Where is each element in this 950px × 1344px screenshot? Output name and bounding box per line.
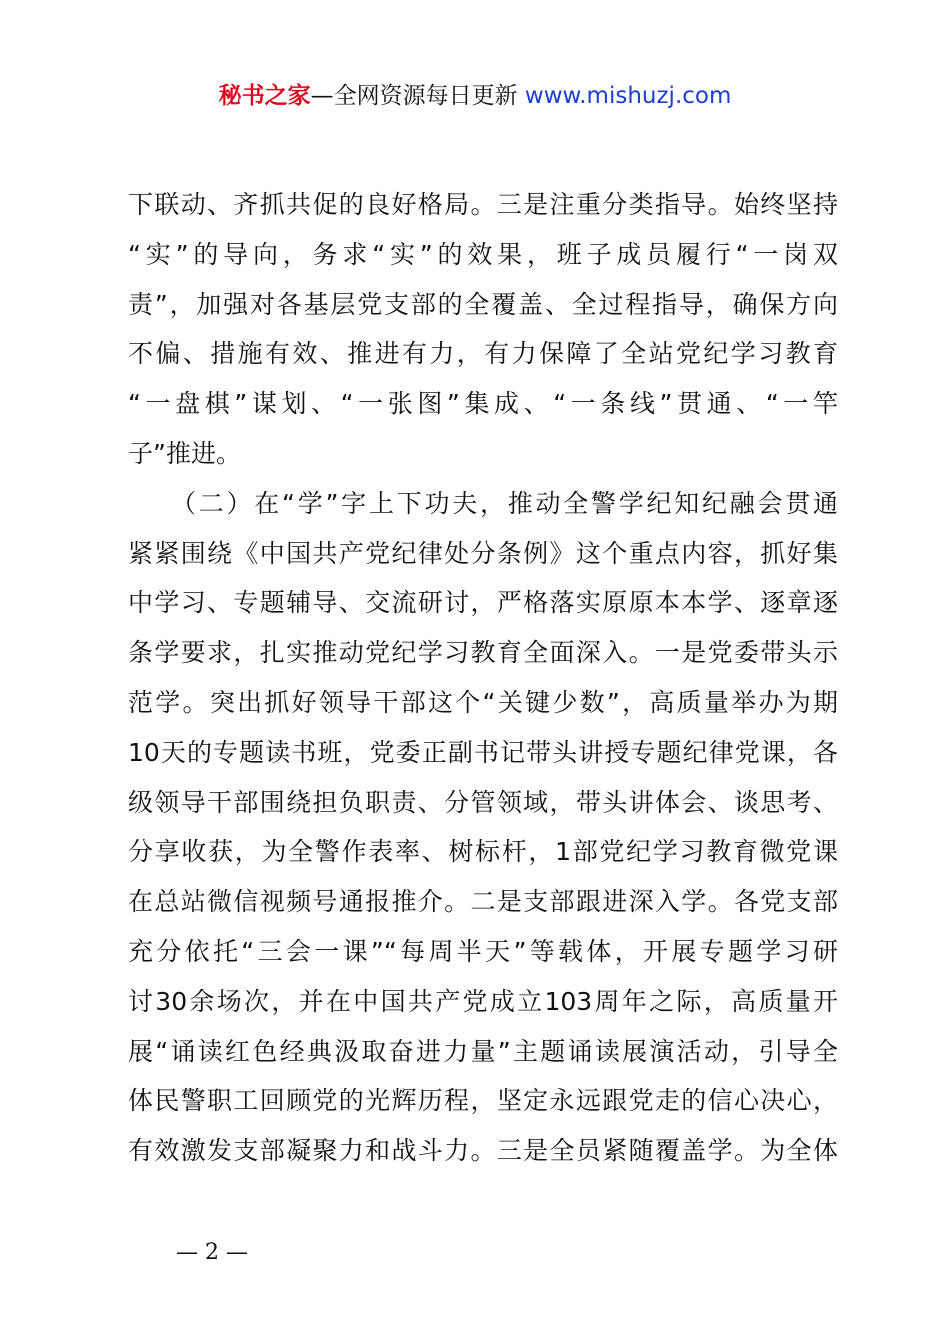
text-line: 讨30余场次，并在中国共产党成立103周年之际，高质量开	[128, 986, 838, 1016]
text-line: 紧紧围绕《中国共产党纪律处分条例》这个重点内容，抓好集	[128, 538, 838, 568]
section-heading: （二）在“学”字上下功夫，推动全警学纪知纪融会贯通	[128, 488, 838, 518]
page-number: — 2 —	[176, 1240, 248, 1265]
text-line: 10天的专题读书班，党委正副书记带头讲授专题纪律党课，各	[128, 737, 838, 767]
text-line: “实”的导向，务求“实”的效果，班子成员履行“一岗双	[128, 239, 838, 269]
site-header	[0, 80, 950, 112]
text-line: 级领导干部围绕担负职责、分管领域，带头讲体会、谈思考、	[128, 787, 838, 817]
text-line: 分享收获，为全警作表率、树标杆，1部党纪学习教育微党课	[128, 837, 838, 867]
text-line: “一盘棋”谋划、“一张图”集成、“一条线”贯通、“一竿	[128, 389, 838, 419]
text-line: 下联动、齐抓共促的良好格局。三是注重分类指导。始终坚持	[128, 190, 838, 219]
header-tagline: —全网资源每日更新	[310, 83, 525, 109]
text-line: 条学要求，扎实推动党纪学习教育全面深入。一是党委带头示	[128, 638, 838, 668]
document-body	[128, 180, 838, 1176]
text-line: 体民警职工回顾党的光辉历程，坚定永远跟党走的信心决心，	[128, 1086, 838, 1116]
text-line: 责”，加强对各基层党支部的全覆盖、全过程指导，确保方向	[128, 289, 838, 319]
text-line: 在总站微信视频号通报推介。二是支部跟进深入学。各党支部	[128, 887, 838, 917]
text-line: 有效激发支部凝聚力和战斗力。三是全员紧随覆盖学。为全体	[128, 1136, 838, 1166]
text-line: 中学习、专题辅导、交流研讨，严格落实原原本本学、逐章逐	[128, 588, 838, 618]
text-line: 不偏、措施有效、推进有力，有力保障了全站党纪学习教育	[128, 339, 838, 369]
text-line: 子”推进。	[128, 438, 241, 468]
text-line: 充分依托“三会一课”“每周半天”等载体，开展专题学习研	[128, 936, 838, 966]
site-url-link[interactable]: www.mishuzj.com	[524, 83, 732, 109]
text-line: 展“诵读红色经典汲取奋进力量”主题诵读展演活动，引导全	[128, 1036, 838, 1066]
text-line: 范学。突出抓好领导干部这个“关键少数”，高质量举办为期	[128, 687, 838, 717]
brand-name: 秘书之家	[218, 83, 311, 109]
